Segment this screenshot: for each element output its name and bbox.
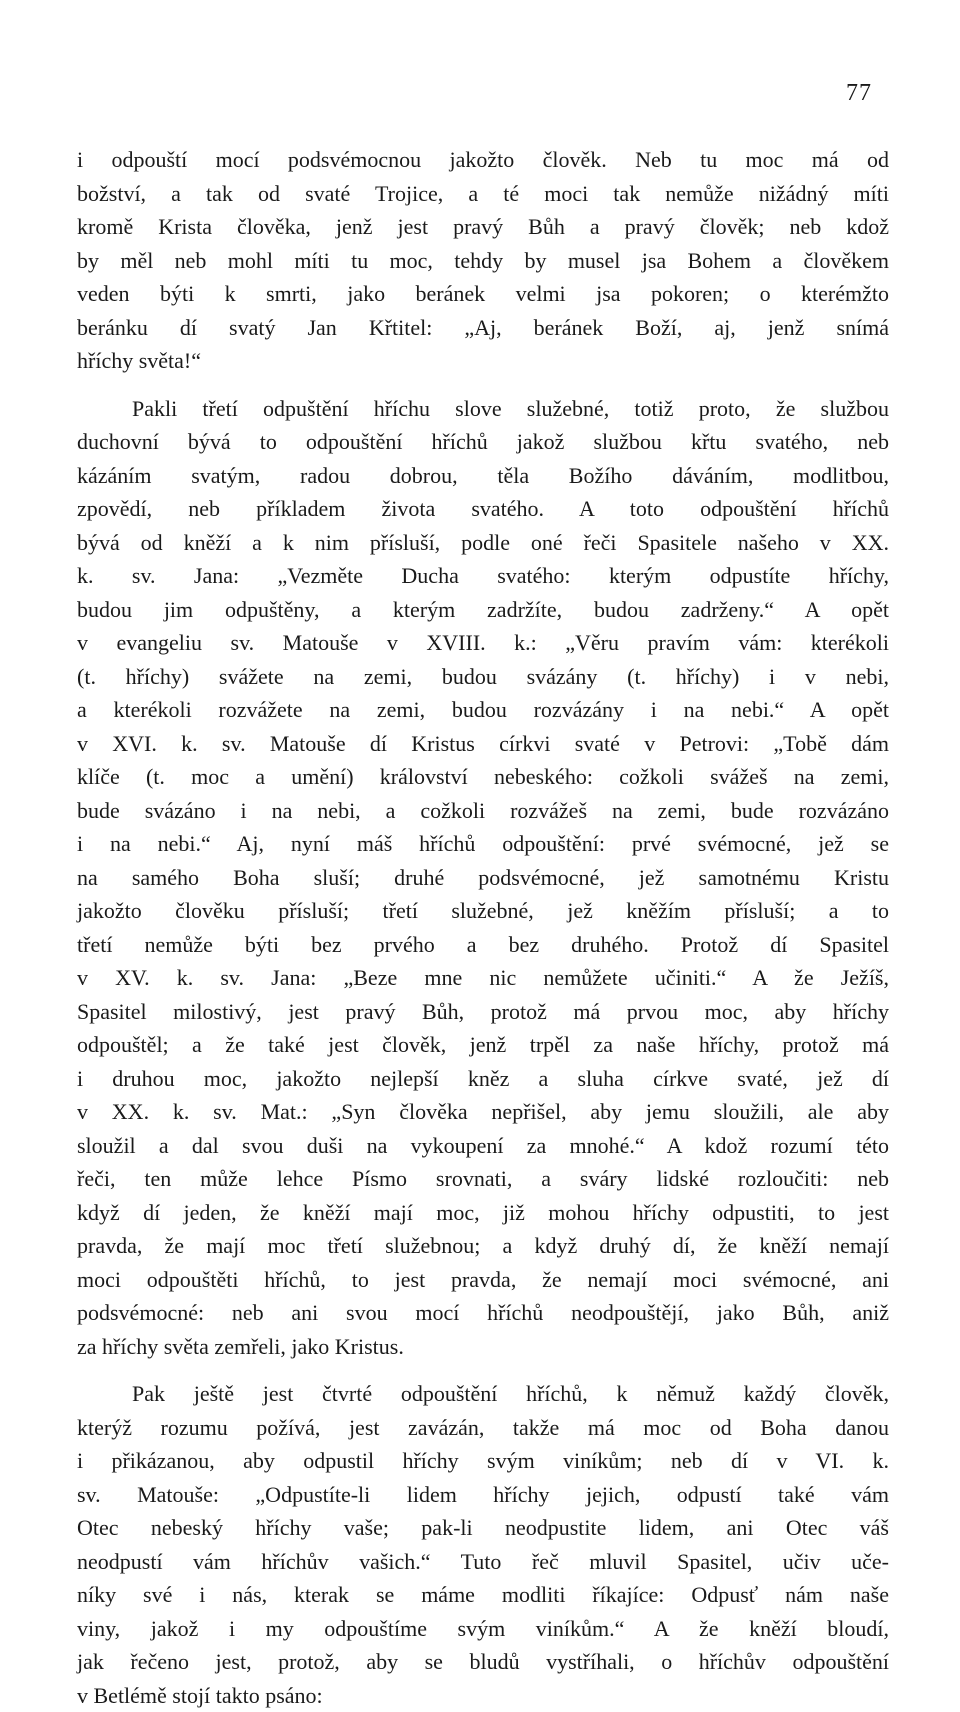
text-line: kterýž rozumu požívá, jest zavázán, takže má moc od Boha danou xyxy=(77,1411,889,1445)
text-line: řeči, ten může lehce Písmo srovnati, a sváry lidské rozloučiti: neb xyxy=(77,1162,889,1196)
text-line: veden býti k smrti, jako beránek velmi jsa pokoren; o kterémžto xyxy=(77,277,889,311)
text-line: v XV. k. sv. Jana: „Beze mne nic nemůžete učiniti.“ A že Ježíš, xyxy=(77,961,889,995)
text-line: jakožto člověku přísluší; třetí služebné, jež kněžím přísluší; a to xyxy=(77,894,889,928)
text-line: Otec nebeský hříchy vaše; pak-li neodpustite lidem, ani Otec váš xyxy=(77,1511,889,1545)
text-line: (t. hříchy) svážete na zemi, budou svázány (t. hříchy) i v nebi, xyxy=(77,660,889,694)
text-line: k. sv. Jana: „Vezměte Ducha svatého: kterým odpustíte hříchy, xyxy=(77,559,889,593)
text-line: na samého Boha sluší; druhé podsvémocné, jež samotnému Kristu xyxy=(77,861,889,895)
text-line: Pak ještě jest čtvrté odpouštění hříchů, k němuž každý člověk, xyxy=(77,1377,889,1411)
paragraph xyxy=(77,143,889,378)
text-line: v evangeliu sv. Matouše v XVIII. k.: „Věru pravím vám: kterékoli xyxy=(77,626,889,660)
text-line: kromě Krista člověka, jenž jest pravý Bůh a pravý člověk; neb kdož xyxy=(77,210,889,244)
text-line: sv. Matouše: „Odpustíte-li lidem hříchy jejich, odpustí také vám xyxy=(77,1478,889,1512)
paragraph-gap xyxy=(77,1363,889,1377)
text-line: moci odpouštěti hříchů, to jest pravda, že nemají moci svémocné, ani xyxy=(77,1263,889,1297)
text-line: klíče (t. moc a umění) království nebeského: cožkoli svážeš na zemi, xyxy=(77,760,889,794)
text-line: v XX. k. sv. Mat.: „Syn člověka nepřišel, aby jemu sloužili, ale aby xyxy=(77,1095,889,1129)
text-line: když dí jeden, že kněží mají moc, již mohou hříchy odpustiti, to jest xyxy=(77,1196,889,1230)
text-line: třetí nemůže býti bez prvého a bez druhého. Protož dí Spasitel xyxy=(77,928,889,962)
paragraph xyxy=(77,1377,889,1712)
text-line: by měl neb mohl míti tu moc, tehdy by musel jsa Bohem a člověkem xyxy=(77,244,889,278)
text-line: odpouštěl; a že také jest člověk, jenž trpěl za naše hříchy, protož má xyxy=(77,1028,889,1062)
text-line: kázáním svatým, radou dobrou, těla Božího dáváním, modlitbou, xyxy=(77,459,889,493)
text-line: hříchy světa!“ xyxy=(77,344,889,378)
text-line: i odpouští mocí podsvémocnou jakožto člověk. Neb tu moc má od xyxy=(77,143,889,177)
text-line: níky své i nás, kterak se máme modliti říkajíce: Odpusť nám naše xyxy=(77,1578,889,1612)
text-line: zpovědí, neb příkladem života svatého. A toto odpouštění hříchů xyxy=(77,492,889,526)
body-text xyxy=(77,143,889,1712)
paragraph xyxy=(77,392,889,1364)
text-line: Pakli třetí odpuštění hříchu slove služebné, totiž proto, že službou xyxy=(77,392,889,426)
page-number: 77 xyxy=(846,80,872,107)
text-line: duchovní bývá to odpouštění hříchů jakož službou křtu svatého, neb xyxy=(77,425,889,459)
text-line: Spasitel milostivý, jest pravý Bůh, protož má prvou moc, aby hříchy xyxy=(77,995,889,1029)
text-line: a kterékoli rozvážete na zemi, budou rozvázány i na nebi.“ A opět xyxy=(77,693,889,727)
text-line: i na nebi.“ Aj, nyní máš hříchů odpouštění: prvé svémocné, jež se xyxy=(77,827,889,861)
text-line: jak řečeno jest, protož, aby se bludů vystříhali, o hříchův odpouštění xyxy=(77,1645,889,1679)
text-line: sloužil a dal svou duši na vykoupení za mnohé.“ A kdož rozumí této xyxy=(77,1129,889,1163)
text-line: beránku dí svatý Jan Křtitel: „Aj, beránek Boží, aj, jenž snímá xyxy=(77,311,889,345)
text-line: bude svázáno i na nebi, a cožkoli rozvážeš na zemi, bude rozvázáno xyxy=(77,794,889,828)
text-line: neodpustí vám hříchův vašich.“ Tuto řeč mluvil Spasitel, učiv uče- xyxy=(77,1545,889,1579)
text-line: v Betlémě stojí takto psáno: xyxy=(77,1679,889,1712)
text-line: i přikázanou, aby odpustil hříchy svým viníkům; neb dí v VI. k. xyxy=(77,1444,889,1478)
text-line: podsvémocné: neb ani svou mocí hříchů neodpouštějí, jako Bůh, aniž xyxy=(77,1296,889,1330)
text-line: božství, a tak od svaté Trojice, a té moci tak nemůže nižádný míti xyxy=(77,177,889,211)
paragraph-gap xyxy=(77,378,889,392)
text-line: za hříchy světa zemřeli, jako Kristus. xyxy=(77,1330,889,1364)
text-line: viny, jakož i my odpouštíme svým viníkům.“ A že kněží bloudí, xyxy=(77,1612,889,1646)
text-line: i druhou moc, jakožto nejlepší kněz a sluha církve svaté, jež dí xyxy=(77,1062,889,1096)
text-line: v XVI. k. sv. Matouše dí Kristus církvi svaté v Petrovi: „Tobě dám xyxy=(77,727,889,761)
text-line: bývá od kněží a k nim přísluší, podle oné řeči Spasitele našeho v XX. xyxy=(77,526,889,560)
text-line: pravda, že mají moc třetí služebnou; a když druhý dí, že kněží nemají xyxy=(77,1229,889,1263)
text-line: budou jim odpuštěny, a kterým zadržíte, budou zadrženy.“ A opět xyxy=(77,593,889,627)
